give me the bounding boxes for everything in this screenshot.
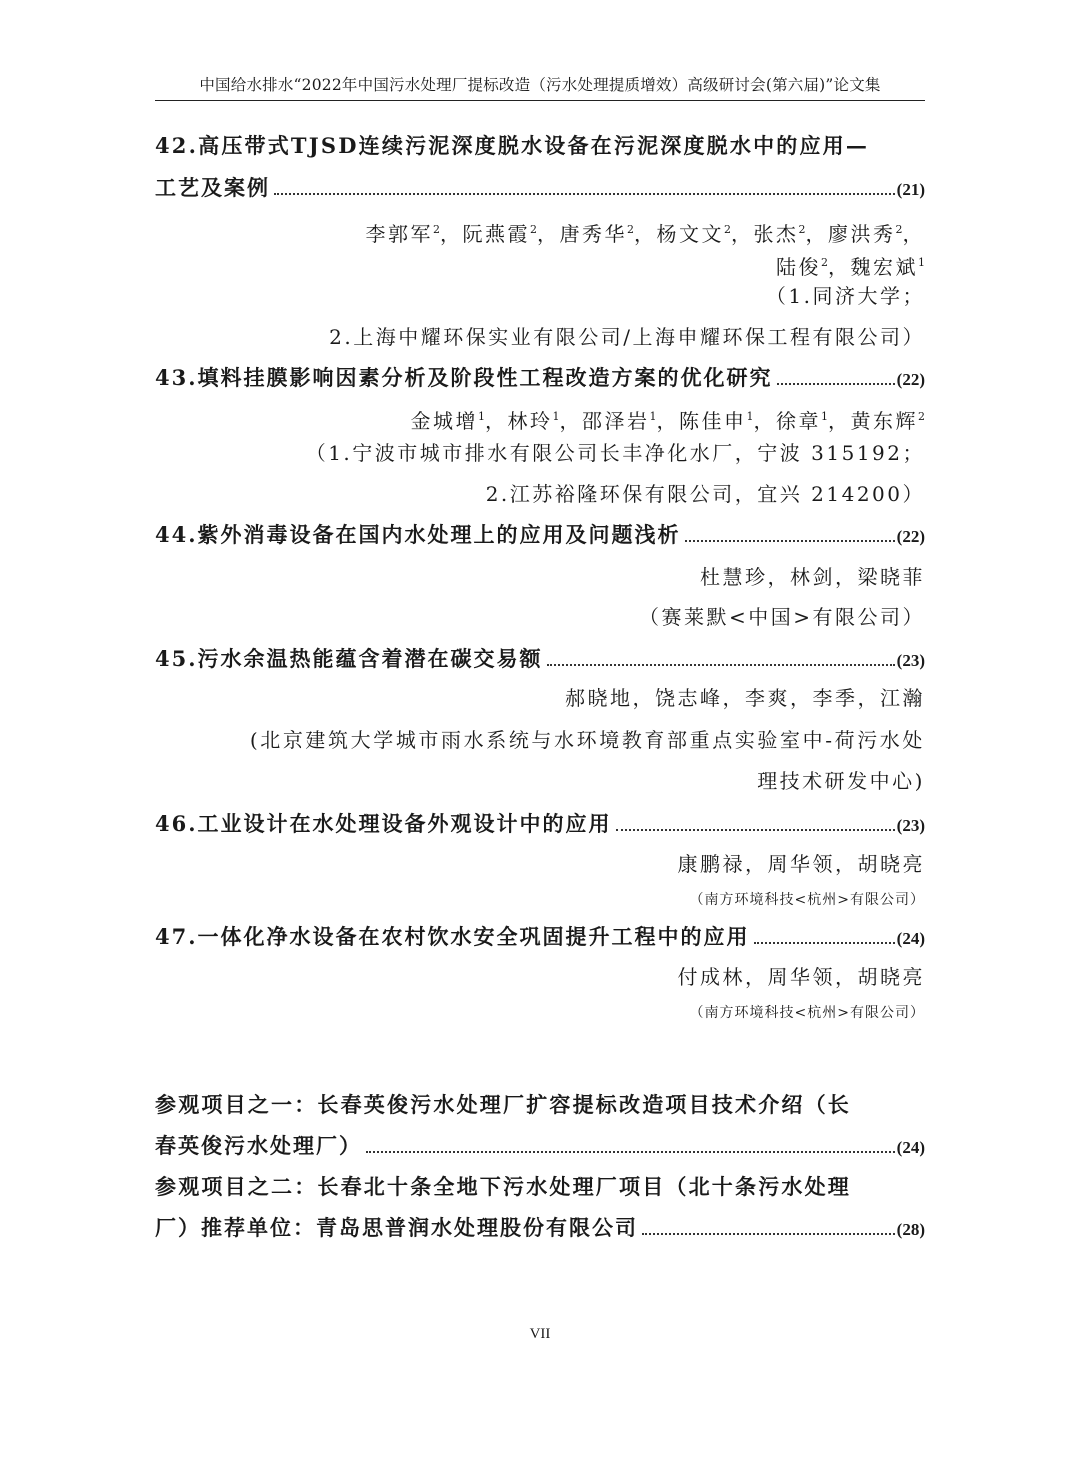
entry-title-text: 46.工业设计在水处理设备外观设计中的应用 xyxy=(155,811,612,836)
visit-title-text: 参观项目之二：长春北十条全地下污水处理厂项目（北十条污水处理 xyxy=(155,1174,851,1199)
author: 陆俊$^2$ xyxy=(776,255,828,279)
entry-title-text: 42.高压带式TJSD连续污泥深度脱水设备在污泥深度脱水中的应用— xyxy=(155,133,870,158)
author: 金城增$^1$ xyxy=(410,409,485,433)
visit-title-text: 春英俊污水处理厂） xyxy=(155,1133,362,1158)
entry-authors: 康鹏禄，周华领，胡晓亮 xyxy=(677,852,925,876)
leader-dots xyxy=(777,382,895,385)
page-number: (28) xyxy=(896,1220,925,1239)
author: 张杰$^2$ xyxy=(753,222,806,246)
author: 杨文文$^2$ xyxy=(656,222,731,246)
author: 黄东辉$^2$ xyxy=(850,409,925,433)
author: 李郭军$^2$ xyxy=(365,222,440,246)
page-footer-number: VII xyxy=(529,1326,551,1342)
leader-dots xyxy=(547,663,895,666)
entry-affiliation: （1.宁波市城市排水有限公司长丰净化水厂，宁波 315192； xyxy=(305,441,925,465)
page-number: (22) xyxy=(896,527,925,546)
entry-affiliation: 2.江苏裕隆环保有限公司，宜兴 214200） xyxy=(485,482,925,506)
leader-dots xyxy=(274,192,895,195)
author: 徐章$^1$ xyxy=(776,409,828,433)
leader-dots xyxy=(685,539,895,542)
leader-dots xyxy=(642,1232,895,1235)
leader-dots xyxy=(754,941,895,944)
entry-affiliation: (北京建筑大学城市雨水系统与水环境教育部重点实验室中-荷污水处 xyxy=(249,728,925,752)
entry-affiliation: 2.上海中耀环保实业有限公司/上海申耀环保工程有限公司） xyxy=(329,325,925,349)
entry-title xyxy=(155,130,925,162)
page-number: (22) xyxy=(896,370,925,389)
entry-title-text: 工艺及案例 xyxy=(155,175,270,200)
entry-authors: 郝晓地，饶志峰，李爽，李季，江瀚 xyxy=(565,686,925,710)
author: 唐秀华$^2$ xyxy=(559,222,634,246)
author: 魏宏斌$^1$ xyxy=(850,255,925,279)
entry-title xyxy=(155,172,925,204)
author: 阮燕霞$^2$ xyxy=(462,222,537,246)
entry-title xyxy=(155,921,925,953)
entry-affiliation: （南方环境科技<杭州>有限公司） xyxy=(689,1005,925,1021)
entry-title xyxy=(155,808,925,840)
visit-title-text: 参观项目之一：长春英俊污水处理厂扩容提标改造项目技术介绍（长 xyxy=(155,1092,851,1117)
leader-dots xyxy=(616,828,895,831)
entry-title xyxy=(155,362,925,394)
entry-title xyxy=(155,519,925,551)
entry-title-text: 47.一体化净水设备在农村饮水安全巩固提升工程中的应用 xyxy=(155,924,750,949)
running-header: 中国给水排水“2022年中国污水处理厂提标改造（污水处理提质增效）高级研讨会(第六届)”论文集 xyxy=(155,70,925,101)
visit-title xyxy=(155,1089,925,1121)
entry-authors: 李郭军$^2$，阮燕霞$^2$，唐秀华$^2$，杨文文$^2$，张杰$^2$，廖洪秀$^2$， xyxy=(365,222,925,246)
entry-affiliation: （赛莱默<中国>有限公司） xyxy=(638,605,925,629)
page-number: (21) xyxy=(896,180,925,199)
entry-authors: 陆俊$^2$，魏宏斌$^1$ xyxy=(776,255,925,279)
author: 陈佳申$^1$ xyxy=(679,409,754,433)
visit-title xyxy=(155,1130,925,1162)
page-number: (24) xyxy=(896,929,925,948)
visit-title-text: 厂）推荐单位：青岛思普润水处理股份有限公司 xyxy=(155,1215,638,1240)
entry-title-text: 43.填料挂膜影响因素分析及阶段性工程改造方案的优化研究 xyxy=(155,365,773,390)
entry-title-text: 45.污水余温热能蕴含着潜在碳交易额 xyxy=(155,646,543,671)
page-number: (24) xyxy=(896,1138,925,1157)
leader-dots xyxy=(366,1150,895,1153)
visit-title xyxy=(155,1212,925,1244)
page-number: (23) xyxy=(896,816,925,835)
author: 林玲$^1$ xyxy=(507,409,560,433)
entry-authors: 付成林，周华领，胡晓亮 xyxy=(677,965,925,989)
entry-affiliation: 理技术研发中心) xyxy=(757,769,925,793)
entry-affiliation: （1.同济大学； xyxy=(765,284,925,308)
author: 廖洪秀$^2$ xyxy=(828,222,903,246)
entry-title xyxy=(155,643,925,675)
entry-affiliation: （南方环境科技<杭州>有限公司） xyxy=(689,892,925,908)
author: 邵泽岩$^1$ xyxy=(582,409,657,433)
page-number: (23) xyxy=(896,651,925,670)
entry-authors: 金城增$^1$，林玲$^1$，邵泽岩$^1$，陈佳申$^1$，徐章$^1$，黄东辉$^2$ xyxy=(410,409,925,433)
visit-title xyxy=(155,1171,925,1203)
entry-authors: 杜慧珍，林剑，梁晓菲 xyxy=(700,565,925,589)
entry-title-text: 44.紫外消毒设备在国内水处理上的应用及问题浅析 xyxy=(155,522,681,547)
